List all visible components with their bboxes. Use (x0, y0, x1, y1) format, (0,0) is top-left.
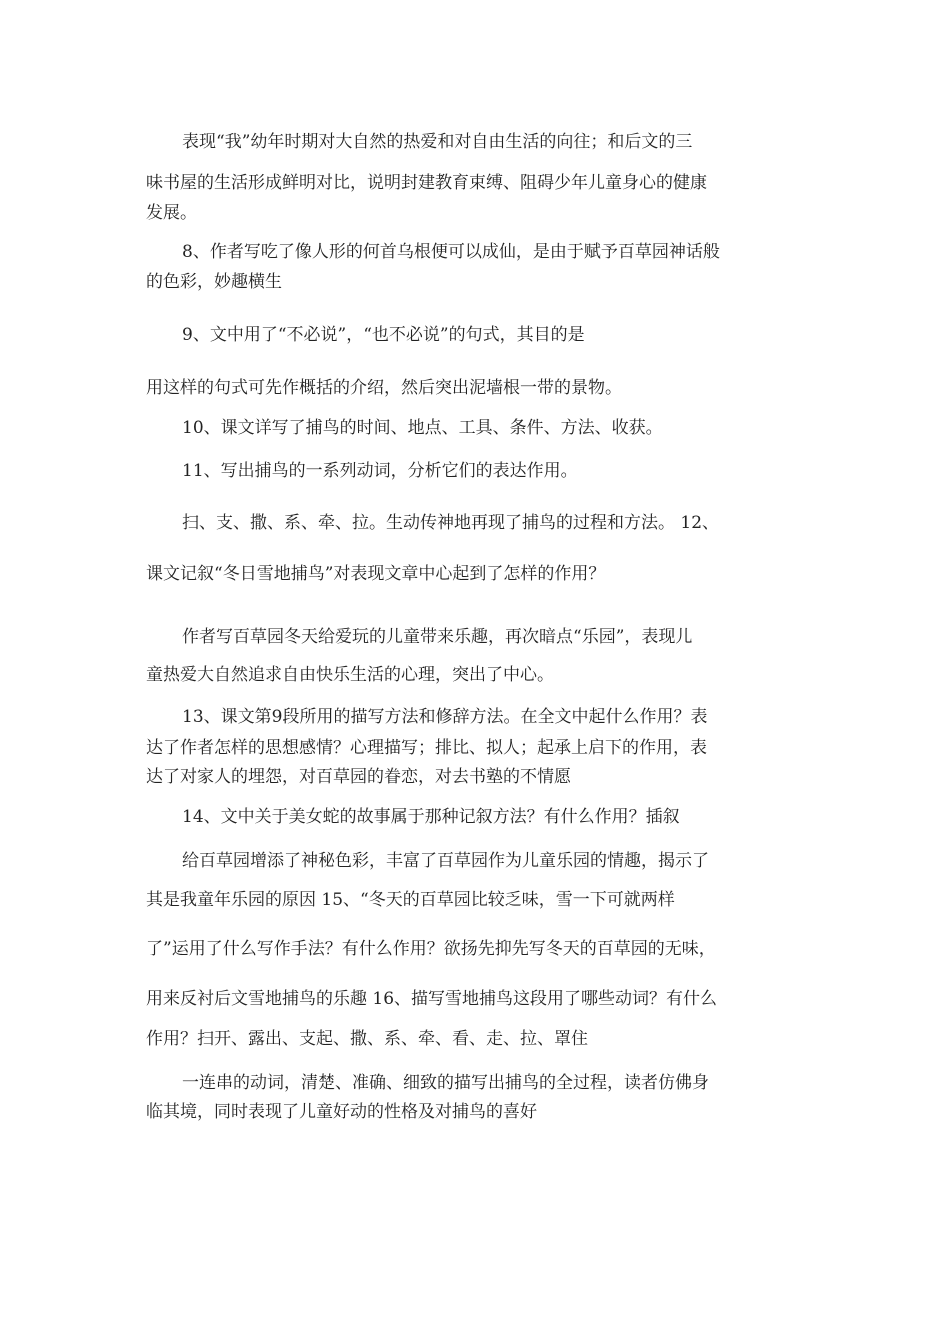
text-line: 9、文中用了“不必说”，“也不必说”的句式，其目的是 (182, 325, 585, 345)
text-line: 13、课文第9段所用的描写方法和修辞方法。在全文中起什么作用？表 (182, 707, 708, 727)
text-line: 给百草园增添了神秘色彩，丰富了百草园作为儿童乐园的情趣，揭示了 (182, 851, 709, 871)
text-line: 味书屋的生活形成鲜明对比，说明封建教育束缚、阻碍少年儿童身心的健康 (146, 173, 707, 193)
text-line: 扫、支、撒、系、牵、拉。生动传神地再现了捕鸟的过程和方法。 12、 (182, 513, 720, 533)
text-line: 8、作者写吃了像人形的何首乌根便可以成仙，是由于赋予百草园神话般 (182, 242, 720, 262)
text-line: 童热爱大自然追求自由快乐生活的心理，突出了中心。 (146, 665, 554, 685)
text-line: 用来反衬后文雪地捕鸟的乐趣 16、描写雪地捕鸟这段用了哪些动词？有什么 (146, 989, 718, 1009)
text-line: 作者写百草园冬天给爱玩的儿童带来乐趣，再次暗点“乐园”，表现儿 (182, 627, 693, 647)
text-line: 达了作者怎样的思想感情？心理描写；排比、拟人；起承上启下的作用，表 (146, 738, 707, 758)
text-line: 临其境，同时表现了儿童好动的性格及对捕鸟的喜好 (146, 1102, 537, 1122)
text-line: 的色彩，妙趣横生 (146, 272, 282, 292)
text-line: 了”运用了什么写作手法？有什么作用？欲扬先抑先写冬天的百草园的无味， (146, 939, 716, 959)
text-line: 作用？扫开、露出、支起、撒、系、牵、看、走、拉、罩住 (146, 1029, 588, 1049)
text-line: 14、文中关于美女蛇的故事属于那种记叙方法？有什么作用？插叙 (182, 807, 680, 827)
text-line: 达了对家人的埋怨，对百草园的眷恋，对去书塾的不情愿 (146, 767, 571, 787)
text-line: 课文记叙“冬日雪地捕鸟”对表现文章中心起到了怎样的作用？ (146, 564, 606, 584)
text-line: 发展。 (146, 203, 197, 223)
text-line: 表现“我”幼年时期对大自然的热爱和对自由生活的向往；和后文的三 (182, 132, 693, 152)
text-line: 一连串的动词，清楚、准确、细致的描写出捕鸟的全过程，读者仿佛身 (182, 1073, 709, 1093)
text-line: 其是我童年乐园的原因 15、“冬天的百草园比较乏味，雪一下可就两样 (146, 890, 675, 910)
text-line: 11、写出捕鸟的一系列动词，分析它们的表达作用。 (182, 461, 578, 481)
text-line: 用这样的句式可先作概括的介绍，然后突出泥墙根一带的景物。 (146, 378, 622, 398)
text-line: 10、课文详写了捕鸟的时间、地点、工具、条件、方法、收获。 (182, 418, 663, 438)
